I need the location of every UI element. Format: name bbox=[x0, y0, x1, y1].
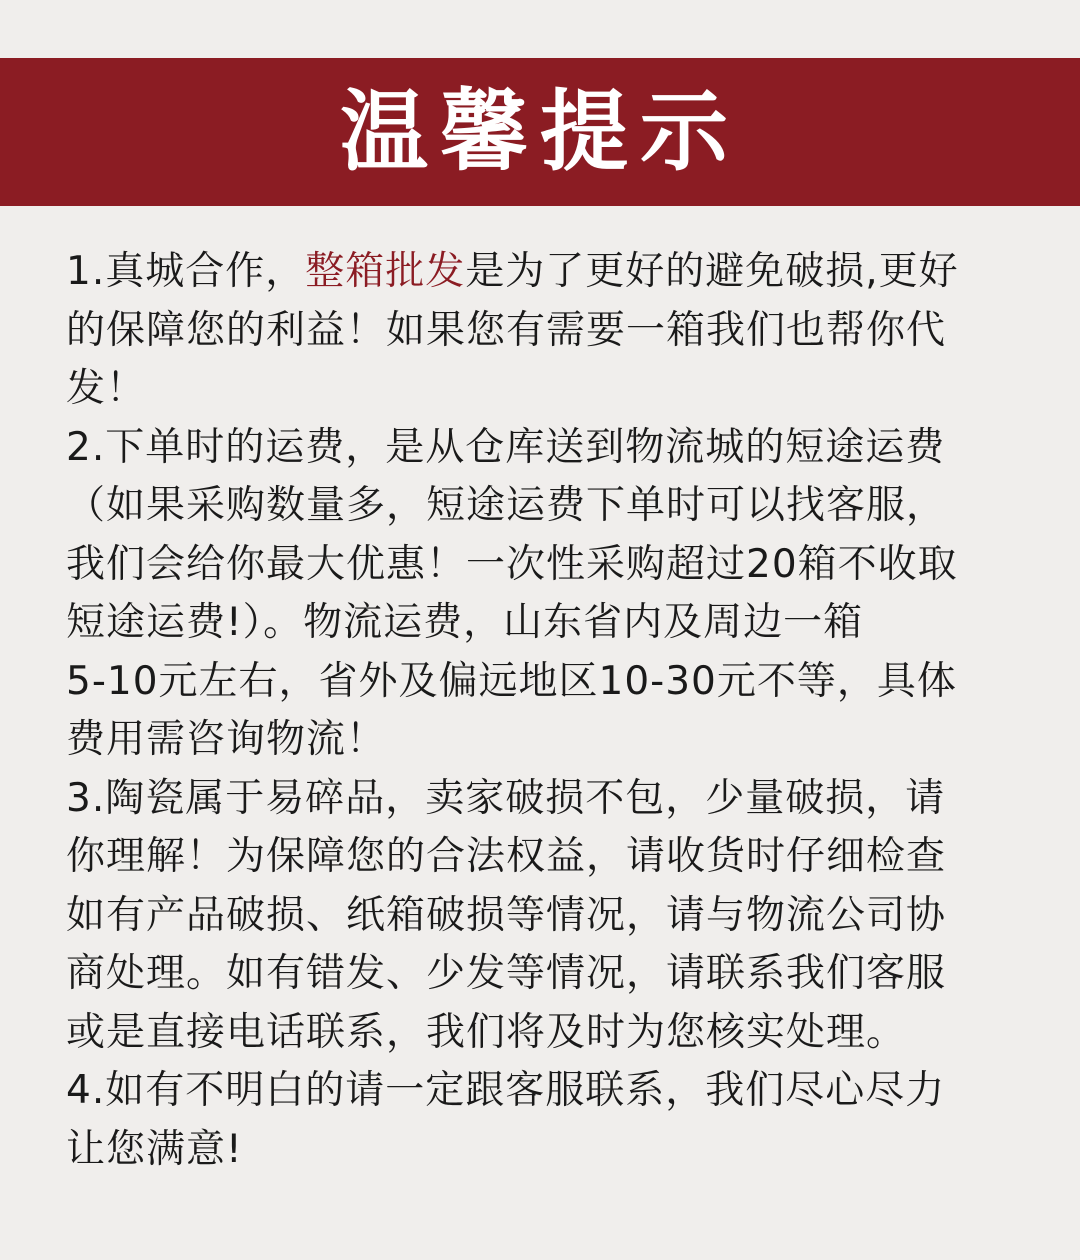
tip-line bbox=[66, 1121, 1016, 1180]
tip-text: 如有产品破损、纸箱破损等情况，请与物流公司协 bbox=[66, 892, 947, 938]
tip-text: 短途运费!）。物流运费，山东省内及周边一箱 bbox=[66, 600, 864, 645]
tip-line bbox=[66, 419, 1016, 478]
tip-text: 我们会给你最大优惠！一次性采购超过20箱不收取 bbox=[66, 541, 958, 587]
tip-text: 商处理。如有错发、少发等情况，请联系我们客服 bbox=[66, 951, 947, 996]
tip-item-4 bbox=[66, 1062, 1016, 1179]
tip-text: 费用需咨询物流！ bbox=[66, 717, 387, 762]
tip-line bbox=[66, 887, 1016, 946]
tip-item-3 bbox=[66, 770, 1016, 1063]
tip-line bbox=[66, 360, 1016, 419]
tip-text: 你理解！为保障您的合法权益，请收货时仔细检查 bbox=[66, 834, 947, 879]
tip-text: 1.真城合作， bbox=[66, 249, 306, 294]
tip-line bbox=[66, 594, 1016, 653]
tip-line bbox=[66, 1004, 1016, 1063]
tip-text: 4.如有不明白的请一定跟客服联系，我们尽心尽力 bbox=[66, 1068, 946, 1113]
tip-text: 5-10元左右，省外及偏远地区10-30元不等，具体 bbox=[66, 658, 957, 704]
tip-item-2 bbox=[66, 419, 1016, 770]
tip-line bbox=[66, 1062, 1016, 1121]
tip-line bbox=[66, 945, 1016, 1004]
tip-line bbox=[66, 770, 1016, 829]
tip-text: （如果采购数量多，短途运费下单时可以找客服， bbox=[66, 483, 947, 528]
tip-line bbox=[66, 243, 1016, 302]
tip-line bbox=[66, 536, 1016, 595]
tip-line bbox=[66, 711, 1016, 770]
tip-text: 2.下单时的运费，是从仓库送到物流城的短途运费 bbox=[66, 424, 946, 470]
tip-line bbox=[66, 302, 1016, 361]
tip-item-1 bbox=[66, 243, 1016, 419]
title-banner bbox=[0, 58, 1080, 206]
tip-text: 是为了更好的避免破损,更好 bbox=[465, 249, 959, 294]
tip-text: 3.陶瓷属于易碎品，卖家破损不包，少量破损，请 bbox=[66, 775, 946, 821]
tip-text: 发！ bbox=[66, 366, 147, 411]
tip-text: 或是直接电话联系，我们将及时为您核实处理。 bbox=[66, 1009, 907, 1055]
tip-text: 的保障您的利益！如果您有需要一箱我们也帮你代 bbox=[66, 307, 947, 353]
highlight-text: 整箱批发 bbox=[305, 249, 466, 294]
tip-line bbox=[66, 477, 1016, 536]
tip-text: 让您满意! bbox=[66, 1126, 243, 1172]
tip-line bbox=[66, 828, 1016, 887]
page-title: 温馨提示 bbox=[339, 80, 740, 183]
tip-line bbox=[66, 653, 1016, 712]
tips-list bbox=[66, 243, 1016, 1179]
